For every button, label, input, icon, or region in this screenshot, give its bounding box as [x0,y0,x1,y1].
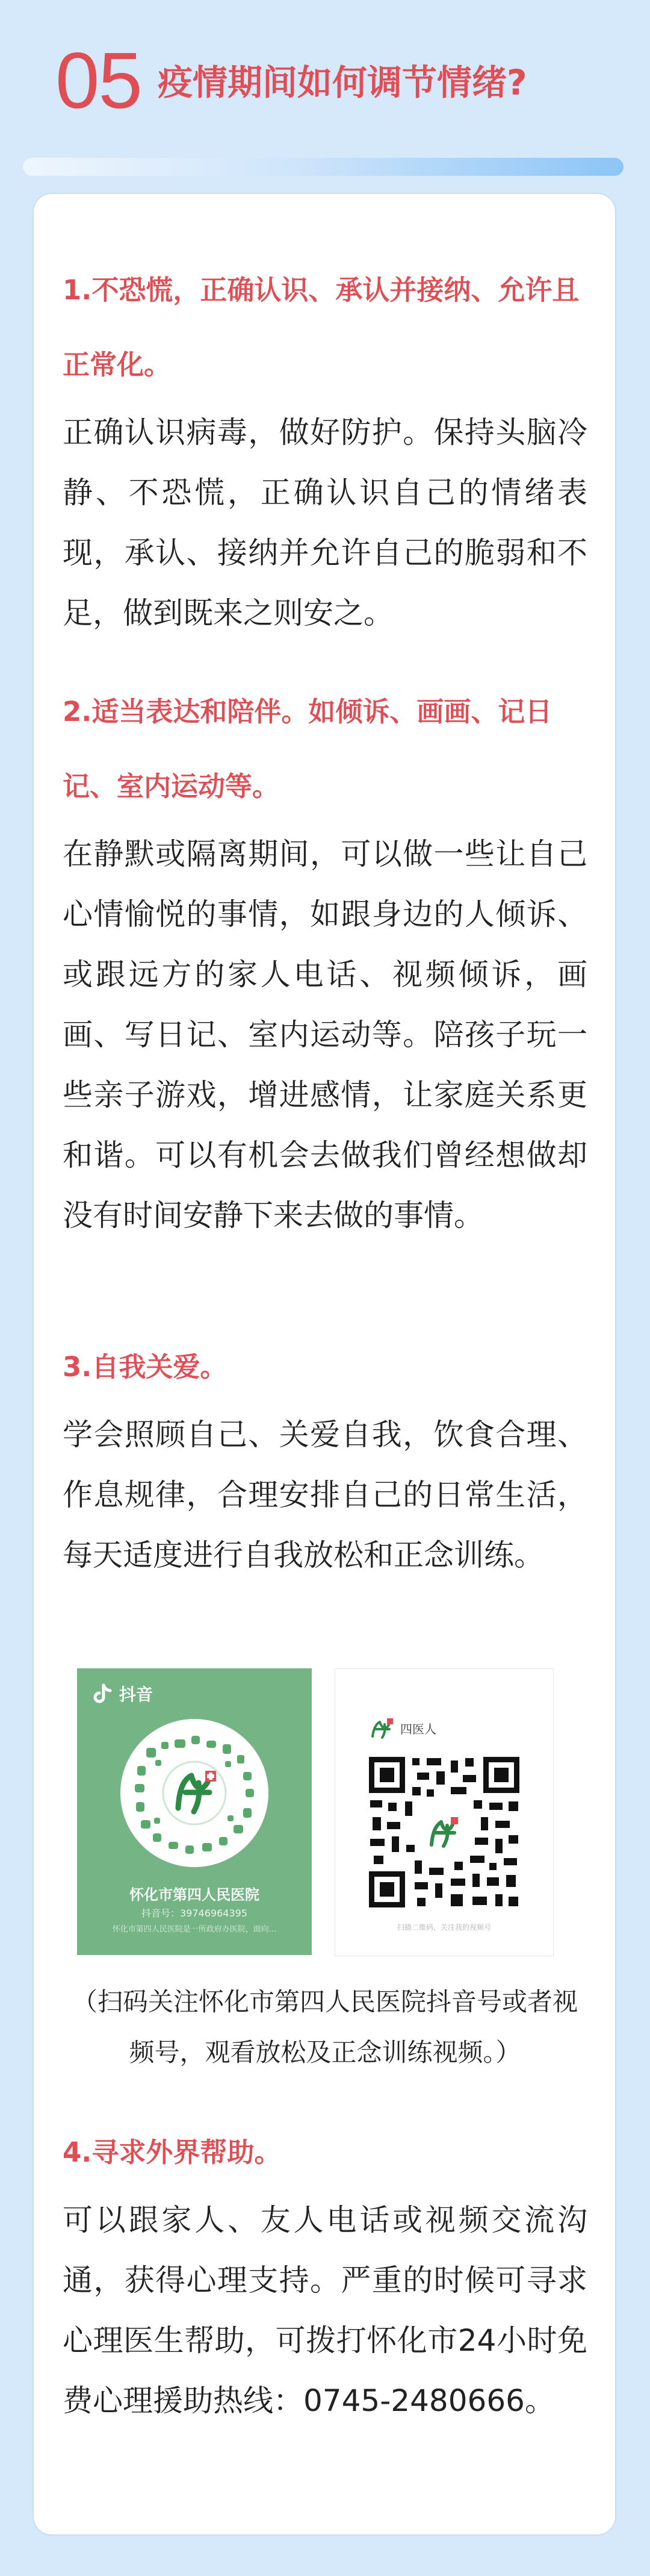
section-body: 在静默或隔离期间，可以做一些让自己心情愉悦的事情，如跟身边的人倾诉、或跟远方的家人电话、视频倾诉，画画、写日记、室内运动等。陪孩子玩一些亲子游戏，增进感情，让家庭关系更和谐。可以有机会去做我们曾经想做却没有时间安静下来去做的事情。 [63,837,587,1233]
section-body: 正确认识病毒，做好防护。保持头脑冷静、不恐慌，正确认识自己的情绪表现，承认、接纳并允许自己的脆弱和不足，做到既来之则安之。 [63,415,587,631]
douyin-qr-code [119,1718,270,1868]
section-body: 可以跟家人、友人电话或视频交流沟通，获得心理支持。严重的时候可寻求心理医生帮助，可拨打怀化市24小时免费心理援助热线：0745-2480666。 [63,2203,587,2418]
douyin-brand [90,1682,153,1706]
douyin-app-name: 抖音 [119,1685,153,1704]
section-heading: 2.适当表达和陪伴。如倾诉、画画、记日记、室内运动等。 [63,696,552,802]
douyin-qr-card[interactable] [77,1668,312,1955]
douyin-account-id: 抖音号：39746964395 [141,1907,247,1919]
section-4 [63,2115,587,2431]
section-heading: 1.不恐慌，正确认识、承认并接纳、允许且正常化。 [63,274,580,381]
video-account-name: 四医人 [400,1721,436,1736]
douyin-account-name: 怀化市第四人民医院 [129,1886,259,1903]
section-heading: 4.寻求外界帮助。 [63,2136,282,2168]
qr-caption: （扫码关注怀化市第四人民医院抖音号或者视频号，观看放松及正念训练视频。） [72,1987,578,2067]
douyin-tagline: 怀化市第四人民医院是一所政府办医院，面向... [112,1925,277,1934]
section-number: 05 [55,36,141,125]
header [0,0,650,157]
section-2 [63,675,587,1246]
video-account-qr-card[interactable] [335,1668,554,1956]
section-heading: 3.自我关爱。 [63,1351,228,1383]
douyin-logo-icon [90,1682,114,1706]
section-3 [63,1330,587,1585]
decorative-divider-bar [23,158,624,176]
section-1 [63,253,587,643]
section-body: 学会照顾自己、关爱自我，饮食合理、作息规律，合理安排自己的日常生活，每天适度进行自我放松和正念训练。 [63,1417,587,1573]
video-account-hint: 扫描二维码，关注我的视频号 [397,1923,491,1932]
page-title: 疫情期间如何调节情绪? [158,62,527,103]
hospital-logo-icon [369,1716,395,1740]
video-account-qr-code [367,1754,522,1910]
video-account-header [369,1716,436,1740]
